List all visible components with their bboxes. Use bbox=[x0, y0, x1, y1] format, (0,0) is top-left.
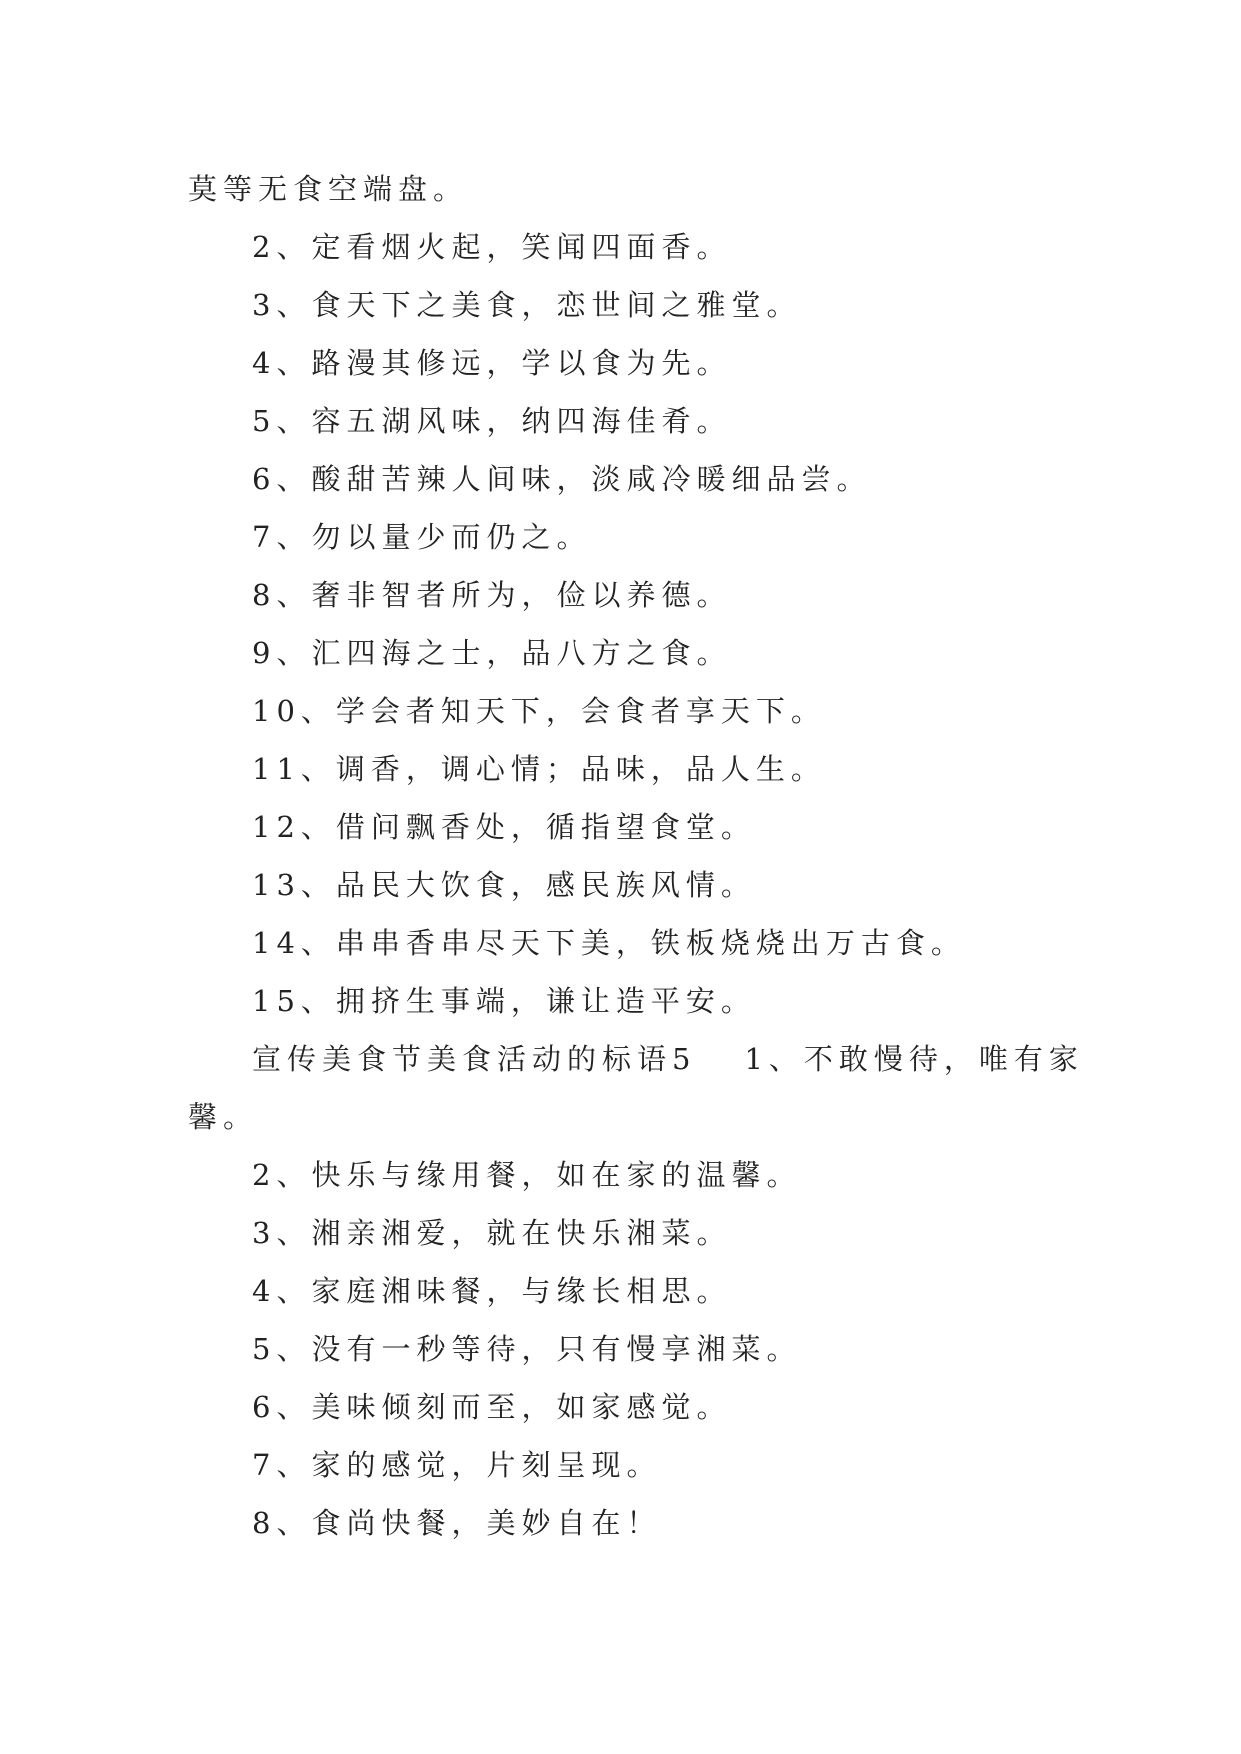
list-item: 11、调香，调心情；品味，品人生。 bbox=[252, 752, 826, 786]
list-item: 8、食尚快餐，美妙自在！ bbox=[252, 1506, 662, 1540]
list-item: 9、汇四海之士，品八方之食。 bbox=[252, 636, 732, 670]
list-item: 2、定看烟火起，笑闻四面香。 bbox=[252, 230, 732, 264]
list-item: 4、路漫其修远，学以食为先。 bbox=[252, 346, 732, 380]
paragraph-line: 馨。 bbox=[188, 1100, 259, 1134]
list-item: 3、食天下之美食，恋世间之雅堂。 bbox=[252, 288, 802, 322]
list-item: 10、学会者知天下，会食者享天下。 bbox=[252, 694, 826, 728]
list-item: 12、借问飘香处，循指望食堂。 bbox=[252, 810, 756, 844]
list-item: 14、串串香串尽天下美，铁板烧烧出万古食。 bbox=[252, 926, 966, 960]
document-body bbox=[188, 160, 1084, 1552]
list-item: 15、拥挤生事端，谦让造平安。 bbox=[252, 984, 756, 1018]
section-heading: 宣传美食节美食活动的标语5 bbox=[252, 1042, 697, 1076]
list-item: 2、快乐与缘用餐，如在家的温馨。 bbox=[252, 1158, 802, 1192]
list-item: 7、家的感觉，片刻呈现。 bbox=[252, 1448, 662, 1482]
section-heading-line bbox=[188, 1030, 1084, 1088]
list-item: 3、湘亲湘爱，就在快乐湘菜。 bbox=[252, 1216, 732, 1250]
list-item: 8、奢非智者所为，俭以养德。 bbox=[252, 578, 732, 612]
list-item: 6、酸甜苦辣人间味，淡咸冷暖细品尝。 bbox=[252, 462, 872, 496]
list-item: 5、没有一秒等待，只有慢享湘菜。 bbox=[252, 1332, 802, 1366]
list-item: 5、容五湖风味，纳四海佳肴。 bbox=[252, 404, 732, 438]
list-item: 1、不敢慢待，唯有家 bbox=[744, 1042, 1084, 1076]
list-item: 4、家庭湘味餐，与缘长相思。 bbox=[252, 1274, 732, 1308]
list-item: 7、勿以量少而仍之。 bbox=[252, 520, 592, 554]
paragraph-line: 莫等无食空端盘。 bbox=[188, 172, 469, 206]
list-item: 13、品民大饮食，感民族风情。 bbox=[252, 868, 756, 902]
list-item: 6、美味倾刻而至，如家感觉。 bbox=[252, 1390, 732, 1424]
